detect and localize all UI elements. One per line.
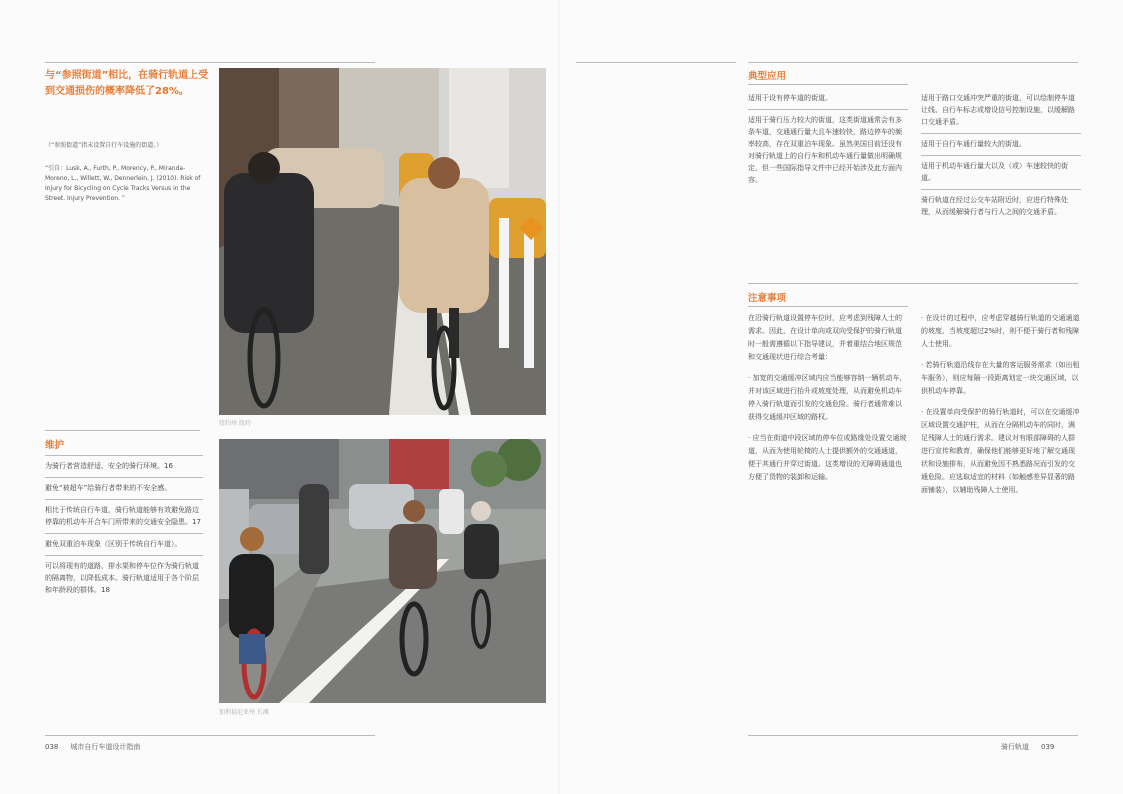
section-name: 骑行轨道: [1001, 743, 1029, 751]
notes-col1: [748, 312, 908, 484]
notes-paragraph: 在沿骑行轨道设置停车位时，应考虑到残障人士的需求。因此，在设计单向或双向受保护的骑行轨道时一般需遵循以下指导建议，并着重结合地区规范和交通现状进行综合考量：: [748, 314, 902, 361]
top-rule: [748, 62, 1078, 63]
notes-paragraph: · 加宽的交通缓冲区域内应当能够容纳一辆机动车，并对该区域进行抬升或坡度处理，从而避免机动车停入骑行轨道而引发的交通危险。骑行者通常难以获得交通缓冲区域的路权。: [748, 374, 907, 421]
maintenance-rule: [45, 430, 200, 431]
notes-paragraph: · 在设计的过程中，应考虑穿越骑行轨道的交通通道的坡度，当坡度超过2%时，则不便于骑行者和残障人士使用。: [921, 314, 1080, 348]
headline: 与“参照街道”相比，在骑行轨道上受到交通损伤的概率降低了28%。: [45, 70, 209, 97]
typical-item: 适用于骑行压力较大的街道，这类街道通常会有多条车道，交通通行量大且车速较快，路边停车的频率较高，存在双重泊车现象。虽然美国目前还没有对骑行轨道上的自行车和机动车通行量做出明确规定，但一些国际指导文件中已经开始涉及此方面内容。: [748, 109, 908, 191]
notes-paragraph: · 在设置单向受保护的骑行轨道时，可以在交通缓冲区域设置交通护柱，从而在分隔机动车的同时，满足残障人士的通行需求。建议对有眼部障碍的人群进行宣传和教育，确保他们能够更好地了解交通现状和设施排布，从而避免因不熟悉路况而引发的交通危险。应选取适宜的材料（如触感差异显著的路面铺装），以辅助残障人士使用。: [921, 408, 1080, 494]
bottom-rule: [45, 735, 375, 736]
notes-title: 注意事项: [748, 293, 787, 304]
photo-long-beach-cycle-track: [219, 439, 546, 703]
maintenance-item: 相比于传统自行车道，骑行轨道能够有效避免路边停靠的机动车开合车门所带来的交通安全隐患。17: [45, 499, 203, 533]
typical-item: 适用于机动车通行量大以及（或）车速较快的街道。: [921, 155, 1081, 189]
book-title: 城市自行车道设计指南: [70, 743, 141, 751]
long-beach-illustration: [219, 439, 546, 703]
typical-list-col2: [921, 88, 1081, 223]
page-number: 039: [1041, 743, 1055, 751]
photo-new-york-cycle-track: [219, 68, 546, 415]
citation: “引自：Lusk, A., Furth, P., Morency, P., Miranda-Moreno, L., Willett, W., Dennerlein, J. (2010). Risk of Injury for Bicycling on Cycle Tracks Versus in the Street. Injury Prevention. ”: [45, 165, 201, 202]
typical-list-col1: [748, 88, 908, 191]
left-page: [0, 0, 560, 794]
typical-item: 适用于设有停车道的街道。: [748, 94, 832, 102]
notes-rule: [748, 306, 908, 307]
left-folio: [45, 742, 140, 752]
page-number: 038: [45, 743, 59, 751]
reference-note: （“参照街道”指未设置自行车设施的街道。）: [45, 142, 163, 149]
right-page: [561, 0, 1123, 794]
top-rule-short: [576, 62, 736, 63]
typical-item: 骑行轨道在经过公交车站附近时，应进行特殊处理，从而缓解骑行者与行人之间的交通矛盾。: [921, 189, 1081, 223]
right-folio: [1001, 742, 1054, 752]
typical-rule: [748, 84, 908, 85]
maintenance-item: 可以将现有的道路、排水渠和停车位作为骑行轨道的隔离物，以降低成本。骑行轨道适用于各个阶层和年龄段的群体。18: [45, 555, 203, 601]
notes-paragraph: · 应当在街道中段区域的停车位或路缘处设置交通坡道，从而为使用轮椅的人士提供额外的交通通道，便于其通行并穿过街道。这类增设的无障碍通道也方便了货物的装卸和运输。: [748, 434, 907, 481]
maintenance-title: 维护: [45, 440, 65, 451]
photo2-caption: 加利福尼亚州 长滩: [219, 709, 269, 716]
photo1-caption: 纽约州 纽约: [219, 420, 251, 427]
top-rule: [45, 62, 375, 63]
cycle-track-illustration: [219, 68, 546, 415]
notes-paragraph: · 若骑行轨道沿线存在大量的客运服务需求（如出租车服务），则应每隔一段距离划定一块交通区域，以供机动车停靠。: [921, 361, 1080, 395]
bottom-rule: [748, 735, 1078, 736]
maintenance-item: 为骑行者营造舒适、安全的骑行环境。16: [45, 455, 203, 477]
notes-top-rule: [748, 283, 1078, 284]
maintenance-list: [45, 455, 203, 601]
notes-col2: [921, 312, 1081, 497]
typical-item: 适用于自行车通行量较大的街道。: [921, 133, 1081, 155]
typical-item: 适用于路口交通冲突严重的街道，可以绘制停车道让线、自行车标志或增设信号控制设施，以缓解路口交通矛盾。: [921, 94, 1075, 126]
typical-title: 典型应用: [748, 71, 787, 82]
maintenance-item: 避免“被超车”给骑行者带来的不安全感。: [45, 477, 203, 499]
maintenance-item: 避免双重泊车现象（区别于传统自行车道）。: [45, 533, 203, 555]
